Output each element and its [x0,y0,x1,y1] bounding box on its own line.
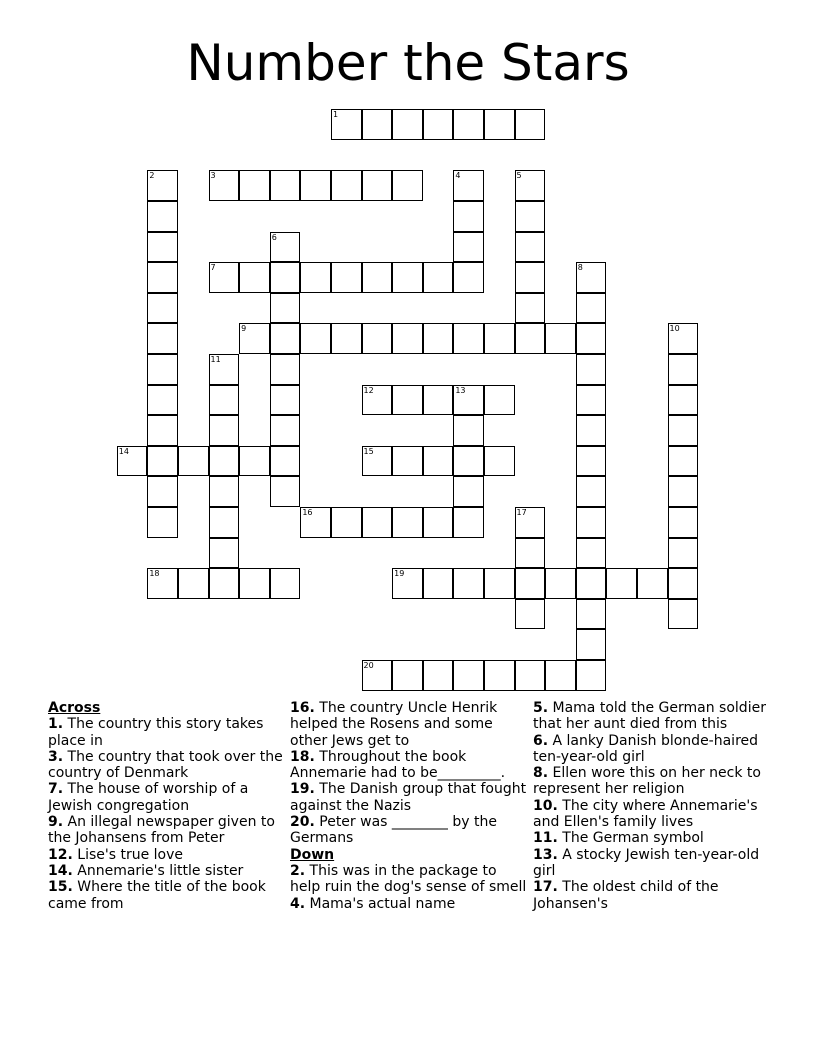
cell-number: 12 [363,385,374,395]
cell-number: 3 [210,171,216,181]
crossword-cell[interactable] [270,354,301,385]
clue-text: The oldest child of the Johansen's [533,879,719,912]
crossword-cell[interactable] [362,109,393,140]
crossword-cell[interactable] [453,232,484,263]
clue-text: This was in the package to help ruin the dog's sense of smell [290,862,527,896]
cell-number: 11 [210,355,221,365]
crossword-cell[interactable] [178,446,209,477]
crossword-cell[interactable] [270,170,301,201]
crossword-cell[interactable] [515,262,546,293]
clue-text: The country Uncle Henrik helped the Rosens and some other Jews get to [290,700,498,749]
clue-text: Mama told the German soldier that her aunt died from this [533,700,766,733]
crossword-cell[interactable] [209,568,240,599]
crossword-cell[interactable] [239,568,270,599]
crossword-cell[interactable] [147,262,178,293]
clue-number: 7. [48,781,64,798]
across-clue [290,781,528,814]
crossword-cell[interactable] [606,568,637,599]
crossword-cell[interactable] [576,568,607,599]
crossword-cell[interactable] [209,507,240,538]
crossword-cell[interactable] [484,323,515,354]
crossword-cell[interactable] [147,507,178,538]
crossword-cell[interactable] [668,568,699,599]
crossword-cell[interactable] [453,109,484,140]
clue-text: Mama's actual name [305,895,456,912]
crossword-cell[interactable] [545,568,576,599]
clue-number: 1. [48,716,64,733]
crossword-cell[interactable] [239,170,270,201]
crossword-cell[interactable] [576,323,607,354]
crossword-cell[interactable] [300,507,331,538]
crossword-cell[interactable] [453,660,484,691]
cell-number: 5 [516,171,522,181]
across-clue [290,814,528,847]
crossword-cell[interactable] [147,568,178,599]
crossword-cell[interactable] [239,446,270,477]
clue-text: The country this story takes place in [48,716,264,749]
crossword-cell[interactable] [576,293,607,324]
crossword-cell[interactable] [515,232,546,263]
crossword-cell[interactable] [484,385,515,416]
crossword-cell[interactable] [637,568,668,599]
crossword-cell[interactable] [147,323,178,354]
crossword-cell[interactable] [270,323,301,354]
crossword-cell[interactable] [453,446,484,477]
cell-number: 9 [241,324,247,334]
clue-text: The country that took over the country of Denmark [48,748,283,782]
clue-text: An illegal newspaper given to the Johansens from Peter [48,814,275,847]
crossword-cell[interactable] [545,323,576,354]
clue-number: 13. [533,846,558,863]
down-clue [533,879,771,912]
crossword-cell[interactable] [423,446,454,477]
crossword-cell[interactable] [576,599,607,630]
clues-column-2 [290,700,528,912]
crossword-cell[interactable] [668,599,699,630]
clue-text: Annemarie's little sister [72,862,244,879]
crossword-cell[interactable] [515,323,546,354]
cell-number: 6 [271,232,277,242]
across-clue [48,716,286,749]
crossword-cell[interactable] [209,354,240,385]
clue-text: The Danish group that fought against the Nazis [290,781,527,814]
crossword-cell[interactable] [484,109,515,140]
crossword-cell[interactable] [668,476,699,507]
across-clue [48,847,286,863]
crossword-cell[interactable] [147,170,178,201]
crossword-cell[interactable] [668,354,699,385]
clue-text: A stocky Jewish ten-year-old girl [533,846,760,879]
crossword-cell[interactable] [515,201,546,232]
crossword-cell[interactable] [362,507,393,538]
across-clue [48,781,286,814]
crossword-cell[interactable] [178,568,209,599]
crossword-cell[interactable] [147,385,178,416]
crossword-cell[interactable] [668,538,699,569]
crossword-cell[interactable] [362,446,393,477]
crossword-cell[interactable] [147,354,178,385]
down-clue [533,798,771,831]
crossword-cell[interactable] [515,660,546,691]
crossword-cell[interactable] [362,385,393,416]
cell-number: 13 [455,385,466,395]
clue-number: 14. [48,862,73,879]
crossword-cell[interactable] [484,660,515,691]
crossword-cell[interactable] [117,446,148,477]
clue-number: 16. [290,700,315,716]
crossword-cell[interactable] [668,385,699,416]
crossword-cell[interactable] [515,538,546,569]
cell-number: 10 [669,324,680,334]
crossword-cell[interactable] [331,507,362,538]
crossword-cell[interactable] [515,568,546,599]
clue-text: Where the title of the book came from [48,879,266,912]
crossword-cell[interactable] [423,262,454,293]
down-heading: Down [290,846,335,863]
clue-number: 4. [290,895,306,912]
down-clue [290,896,528,912]
crossword-cell[interactable] [209,385,240,416]
clue-text: Ellen wore this on her neck to represent her religion [533,765,761,798]
cell-number: 7 [210,263,216,273]
clue-number: 18. [290,748,315,765]
crossword-cell[interactable] [453,170,484,201]
crossword-cell[interactable] [576,476,607,507]
cell-number: 20 [363,661,374,671]
across-clue [48,863,286,879]
across-clue [290,700,528,749]
crossword-cell[interactable] [484,568,515,599]
crossword-cell[interactable] [331,262,362,293]
crossword-cell[interactable] [300,262,331,293]
crossword-cell[interactable] [453,385,484,416]
crossword-cell[interactable] [576,415,607,446]
crossword-cell[interactable] [453,476,484,507]
crossword-cell[interactable] [209,476,240,507]
crossword-cell[interactable] [668,323,699,354]
crossword-cell[interactable] [392,262,423,293]
crossword-cell[interactable] [545,660,576,691]
crossword-cell[interactable] [515,109,546,140]
crossword-cell[interactable] [576,262,607,293]
clue-text: Throughout the book Annemarie had to be_________. [290,748,506,782]
crossword-cell[interactable] [453,201,484,232]
clue-number: 12. [48,846,73,863]
crossword-cell[interactable] [270,476,301,507]
crossword-cell[interactable] [515,170,546,201]
crossword-cell[interactable] [576,354,607,385]
clue-text: A lanky Danish blonde-haired ten-year-old girl [533,732,759,765]
cell-number: 8 [577,263,583,273]
crossword-cell[interactable] [209,538,240,569]
cell-number: 14 [118,446,129,456]
crossword-cell[interactable] [209,446,240,477]
crossword-cell[interactable] [331,170,362,201]
crossword-cell[interactable] [392,385,423,416]
crossword-cell[interactable] [668,415,699,446]
crossword-cell[interactable] [270,293,301,324]
crossword-cell[interactable] [331,109,362,140]
crossword-cell[interactable] [392,323,423,354]
clues-column-3 [533,700,771,912]
cell-number: 17 [516,508,527,518]
clue-number: 11. [533,830,558,847]
clue-number: 19. [290,781,315,798]
crossword-cell[interactable] [576,507,607,538]
crossword-cell[interactable] [270,415,301,446]
clue-text: Lise's true love [72,846,183,863]
crossword-cell[interactable] [453,507,484,538]
crossword-cell[interactable] [209,170,240,201]
crossword-cell[interactable] [147,476,178,507]
crossword-cell[interactable] [392,170,423,201]
crossword-cell[interactable] [515,293,546,324]
clue-text: The city where Annemarie's and Ellen's family lives [533,797,758,831]
clue-number: 9. [48,814,64,831]
crossword-cell[interactable] [453,323,484,354]
clues-column-1 [48,700,286,912]
down-clue [533,733,771,766]
clue-text: Peter was ________ by the Germans [290,814,497,847]
crossword-cell[interactable] [668,507,699,538]
cell-number: 1 [332,110,339,120]
crossword-cell[interactable] [423,323,454,354]
clue-number: 3. [48,748,64,765]
crossword-cell[interactable] [423,660,454,691]
crossword-cell[interactable] [239,262,270,293]
crossword-cell[interactable] [423,568,454,599]
down-clue [533,847,771,880]
cell-number: 18 [149,569,160,579]
crossword-cell[interactable] [392,660,423,691]
crossword-cell[interactable] [576,629,607,660]
crossword-cell[interactable] [453,415,484,446]
crossword-cell[interactable] [300,170,331,201]
crossword-cell[interactable] [147,232,178,263]
down-clue [533,830,771,846]
crossword-cell[interactable] [423,507,454,538]
across-clue [48,749,286,782]
clue-number: 10. [533,797,558,814]
crossword-cell[interactable] [270,232,301,263]
clue-number: 20. [290,814,315,831]
crossword-cell[interactable] [453,568,484,599]
clue-text: The house of worship of a Jewish congregation [48,781,249,814]
crossword-cell[interactable] [576,446,607,477]
clue-number: 6. [533,732,549,749]
crossword-cell[interactable] [423,109,454,140]
crossword-cell[interactable] [576,660,607,691]
crossword-cell[interactable] [270,446,301,477]
crossword-cell[interactable] [576,538,607,569]
clue-number: 15. [48,879,73,896]
crossword-cell[interactable] [392,507,423,538]
across-clue [48,879,286,912]
crossword-cell[interactable] [300,323,331,354]
crossword-cell[interactable] [515,507,546,538]
clue-number: 5. [533,700,549,716]
across-clue [48,814,286,847]
crossword-cell[interactable] [209,415,240,446]
crossword-cell[interactable] [270,385,301,416]
crossword-cell[interactable] [147,201,178,232]
cell-number: 16 [302,508,313,518]
cell-number: 4 [455,171,461,181]
crossword-cell[interactable] [423,385,454,416]
across-clue [290,749,528,782]
crossword-cell[interactable] [362,660,393,691]
crossword-cell[interactable] [484,446,515,477]
page-title: Number the Stars [186,34,630,92]
clue-text: The German symbol [557,830,704,847]
crossword-cell[interactable] [147,446,178,477]
crossword-cell[interactable] [362,170,393,201]
cell-number: 2 [149,171,155,181]
cell-number: 15 [363,446,374,456]
cell-number: 19 [394,569,405,579]
clue-number: 2. [290,862,306,879]
across-heading: Across [48,700,101,716]
crossword-cell[interactable] [362,262,393,293]
clue-number: 17. [533,879,558,896]
clue-number: 8. [533,765,549,782]
crossword-cell[interactable] [331,323,362,354]
down-clue [533,700,771,733]
crossword-cell[interactable] [668,446,699,477]
crossword-cell[interactable] [209,262,240,293]
crossword-cell[interactable] [392,109,423,140]
crossword-cell[interactable] [392,446,423,477]
crossword-cell[interactable] [147,293,178,324]
crossword-cell[interactable] [453,262,484,293]
crossword-cell[interactable] [362,323,393,354]
crossword-cell[interactable] [576,385,607,416]
crossword-cell[interactable] [270,262,301,293]
crossword-cell[interactable] [147,415,178,446]
down-clue [290,863,528,896]
down-clue [533,765,771,798]
crossword-cell[interactable] [270,568,301,599]
crossword-cell[interactable] [515,599,546,630]
crossword-cell[interactable] [239,323,270,354]
crossword-cell[interactable] [392,568,423,599]
